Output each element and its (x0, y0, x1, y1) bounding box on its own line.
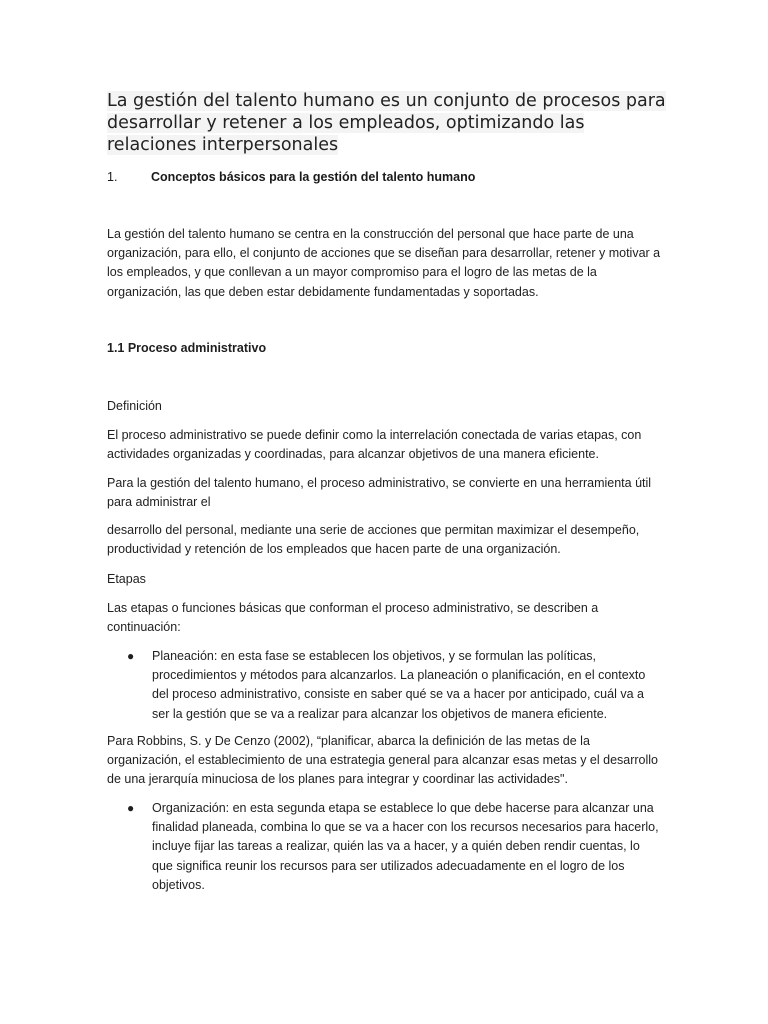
bullet-icon: ● (127, 649, 135, 663)
page-title: La gestión del talento humano es un conjunto de procesos para desarrollar y retener a los empleados, optimizando las relaciones interpersonales (107, 91, 666, 155)
section-heading-text: Conceptos básicos para la gestión del talento humano (151, 170, 476, 184)
bullet-icon: ● (127, 801, 135, 815)
etapas-label: Etapas (107, 572, 146, 586)
subsection-heading: 1.1 Proceso administrativo (107, 341, 267, 355)
section-number: 1. (107, 170, 118, 184)
definicion-paragraph: El proceso administrativo se puede definir como la interrelación conectada de varias etapas, con actividades organizadas y coordinadas, para alcanzar objetivos de una manera eficiente. (107, 428, 642, 462)
list-item-text: Organización: en esta segunda etapa se establece lo que debe hacerse para alcanzar una finalidad planeada, combina lo que se va a hacer con los recursos necesarios para hacerlo, incluye fijar las tareas a realizar, quién las va a hacer, y a quién deben rendir cuentas, lo que significa reunir los recursos para ser utilizados adecuadamente en el logro de los objetivos. (152, 801, 659, 892)
etapas-paragraph: Las etapas o funciones básicas que conforman el proceso administrativo, se describen a continuación: (107, 601, 599, 635)
talento-paragraph-1: Para la gestión del talento humano, el proceso administrativo, se convierte en una herramienta útil para administrar el (107, 476, 652, 510)
list-item-text: Planeación: en esta fase se establecen los objetivos, y se formulan las políticas, procedimientos y métodos para alcanzarlos. La planeación o planificación, en el contexto del proceso administrativo, consiste en saber qué se va a hacer por anticipado, cuál va a ser la gestión que se va a realizar para alcanzar los objetivos de manera eficiente. (152, 649, 646, 721)
talento-paragraph-2: desarrollo del personal, mediante una serie de acciones que permitan maximizar el desempeño, productividad y retención de los empleados que hacen parte de una organización. (107, 523, 640, 557)
intro-paragraph: La gestión del talento humano se centra en la construcción del personal que hace parte de una organización, para ello, el conjunto de acciones que se diseñan para desarrollar, retener y motivar a los empleados, y que conllevan a un mayor compromiso para el logro de las metas de la organización, las que deben estar debidamente fundamentadas y soportadas. (107, 227, 661, 299)
section-heading (107, 169, 475, 185)
robbins-paragraph: Para Robbins, S. y De Cenzo (2002), “planificar, abarca la definición de las metas de la organización, el establecimiento de una estrategia general para alcanzar esas metas y el desarrollo de una jerarquía minuciosa de los planes para integrar y coordinar las actividades". (107, 734, 659, 787)
definicion-label: Definición (107, 399, 162, 413)
